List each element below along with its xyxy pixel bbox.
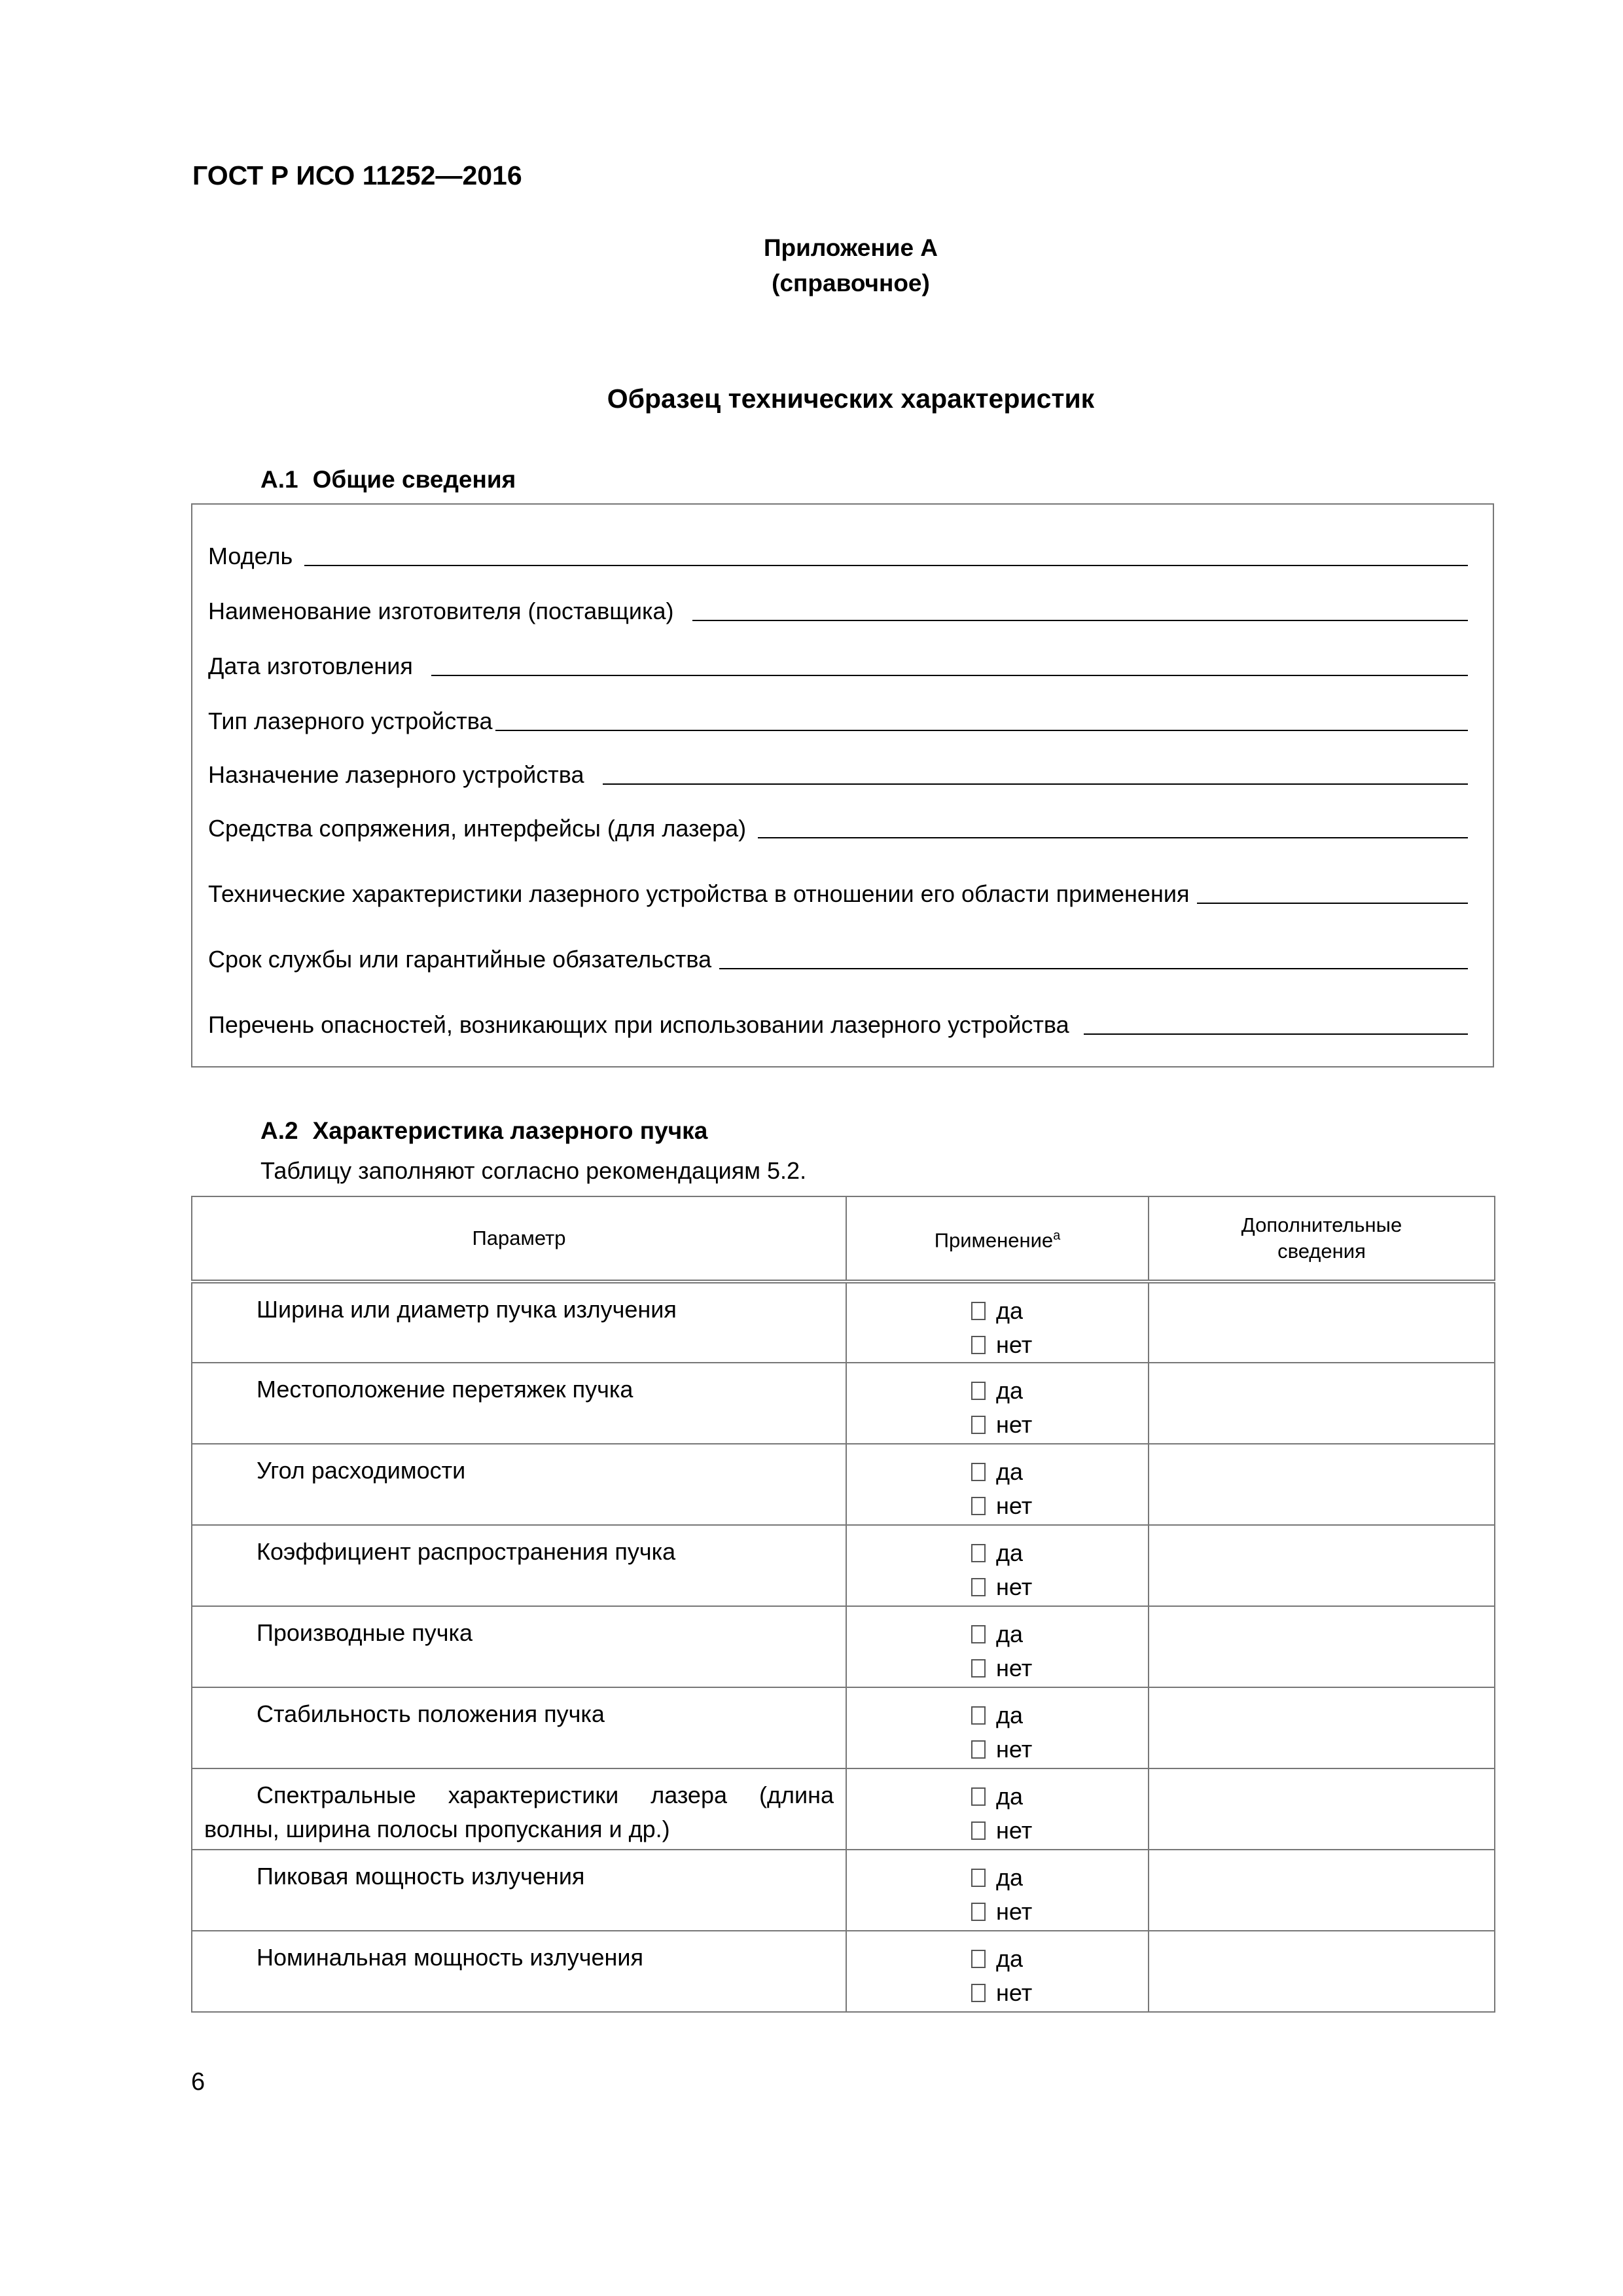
option-yes[interactable]: да	[847, 1374, 1148, 1408]
column-header-application: Применение$^a$	[846, 1196, 1149, 1282]
checkbox-icon[interactable]	[971, 1903, 986, 1921]
field-manufacture-date	[208, 653, 1468, 680]
application-cell	[846, 1768, 1149, 1850]
fill-in-line[interactable]	[758, 836, 1468, 838]
table-row	[192, 1768, 1495, 1850]
column-header-additional: Дополнительные сведения	[1149, 1196, 1495, 1282]
parameter-cell: Пиковая мощность излучения	[192, 1850, 846, 1931]
checkbox-icon[interactable]	[971, 1336, 986, 1354]
application-cell	[846, 1363, 1149, 1444]
field-label: Перечень опасностей, возникающих при использовании лазерного устройства	[208, 1011, 1069, 1038]
section-a1-title: Общие сведения	[312, 466, 516, 493]
checkbox-icon[interactable]	[971, 1821, 986, 1840]
fill-in-line[interactable]	[1197, 902, 1468, 904]
parameter-cell: Номинальная мощность излучения	[192, 1931, 846, 2012]
fill-in-line[interactable]	[304, 564, 1468, 566]
option-no[interactable]: нет	[847, 1489, 1148, 1523]
beam-characteristics-table	[191, 1196, 1495, 2013]
checkbox-icon[interactable]	[971, 1984, 986, 2002]
option-no[interactable]: нет	[847, 1408, 1148, 1442]
option-no[interactable]: нет	[847, 1570, 1148, 1604]
additional-info-cell[interactable]	[1149, 1850, 1495, 1931]
checkbox-icon[interactable]	[971, 1544, 986, 1562]
table-row	[192, 1850, 1495, 1931]
option-no[interactable]: нет	[847, 1895, 1148, 1929]
option-yes[interactable]: да	[847, 1780, 1148, 1814]
field-device-type	[208, 708, 1468, 735]
additional-info-cell[interactable]	[1149, 1768, 1495, 1850]
section-a1-number: А.1	[260, 466, 298, 493]
application-cell	[846, 1687, 1149, 1768]
field-label: Наименование изготовителя (поставщика)	[208, 598, 674, 624]
additional-info-cell[interactable]	[1149, 1444, 1495, 1525]
option-yes[interactable]: да	[847, 1536, 1148, 1570]
application-cell	[846, 1850, 1149, 1931]
parameter-cell: Ширина или диаметр пучка излучения	[192, 1282, 846, 1363]
parameter-cell: Коэффициент распространения пучка	[192, 1525, 846, 1606]
field-label: Модель	[208, 543, 293, 569]
standard-header: ГОСТ Р ИСО 11252—2016	[192, 160, 522, 190]
option-yes[interactable]: да	[847, 1294, 1148, 1328]
option-yes[interactable]: да	[847, 1455, 1148, 1489]
field-label: Тип лазерного устройства	[208, 708, 493, 734]
page-number: 6	[191, 2068, 205, 2096]
parameter-cell: Спектральные характеристики лазера (длина волны, ширина полосы пропускания и др.)	[192, 1768, 846, 1850]
appendix-subtitle: (справочное)	[772, 270, 930, 296]
parameter-cell: Производные пучка	[192, 1606, 846, 1687]
appendix-title: Приложение А	[763, 234, 938, 261]
application-cell	[846, 1444, 1149, 1525]
option-no[interactable]: нет	[847, 1976, 1148, 2010]
checkbox-icon[interactable]	[971, 1706, 986, 1725]
option-yes[interactable]: да	[847, 1861, 1148, 1895]
application-cell	[846, 1282, 1149, 1363]
checkbox-icon[interactable]	[971, 1787, 986, 1806]
table-row	[192, 1606, 1495, 1687]
application-cell	[846, 1606, 1149, 1687]
field-tech-characteristics	[208, 880, 1468, 908]
checkbox-icon[interactable]	[971, 1740, 986, 1759]
checkbox-icon[interactable]	[971, 1659, 986, 1677]
parameter-cell: Местоположение перетяжек пучка	[192, 1363, 846, 1444]
document-title: Образец технических характеристик	[607, 384, 1095, 414]
table-row	[192, 1363, 1495, 1444]
checkbox-icon[interactable]	[971, 1950, 986, 1968]
field-label: Назначение лазерного устройства	[208, 761, 584, 788]
appendix-heading	[0, 230, 1623, 301]
option-no[interactable]: нет	[847, 1814, 1148, 1848]
field-interfaces	[208, 815, 1468, 842]
application-cell	[846, 1525, 1149, 1606]
field-label: Срок службы или гарантийные обязательства	[208, 946, 712, 973]
field-label: Дата изготовления	[208, 653, 413, 679]
section-a2-note: Таблицу заполняют согласно рекомендациям 5.2.	[260, 1157, 807, 1184]
application-cell	[846, 1931, 1149, 2012]
section-a1-heading	[260, 466, 516, 493]
checkbox-icon[interactable]	[971, 1578, 986, 1596]
parameter-cell: Стабильность положения пучка	[192, 1687, 846, 1768]
field-label: Технические характеристики лазерного устройства в отношении его области применения	[208, 880, 1190, 907]
table-row	[192, 1687, 1495, 1768]
table-row	[192, 1931, 1495, 2012]
checkbox-icon[interactable]	[971, 1497, 986, 1515]
field-hazards	[208, 1011, 1468, 1039]
additional-info-cell[interactable]	[1149, 1525, 1495, 1606]
field-manufacturer	[208, 598, 1468, 625]
additional-info-cell[interactable]	[1149, 1687, 1495, 1768]
option-yes[interactable]: да	[847, 1698, 1148, 1732]
table-row	[192, 1282, 1495, 1363]
field-device-purpose	[208, 761, 1468, 789]
option-no[interactable]: нет	[847, 1651, 1148, 1685]
column-header-parameter: Параметр	[192, 1196, 846, 1282]
field-service-life	[208, 946, 1468, 973]
fill-in-line[interactable]	[719, 967, 1468, 969]
checkbox-icon[interactable]	[971, 1463, 986, 1481]
table-header-row	[192, 1196, 1495, 1282]
table-row	[192, 1444, 1495, 1525]
section-a2-title: Характеристика лазерного пучка	[312, 1117, 708, 1144]
checkbox-icon[interactable]	[971, 1416, 986, 1434]
option-yes[interactable]: да	[847, 1617, 1148, 1651]
field-label: Средства сопряжения, интерфейсы (для лазера)	[208, 815, 747, 842]
footnote-marker: a	[1053, 1229, 1061, 1244]
checkbox-icon[interactable]	[971, 1382, 986, 1400]
option-no[interactable]: нет	[847, 1732, 1148, 1767]
fill-in-line[interactable]	[603, 783, 1468, 785]
fill-in-line[interactable]	[692, 619, 1468, 621]
checkbox-icon[interactable]	[971, 1625, 986, 1643]
additional-info-cell[interactable]	[1149, 1363, 1495, 1444]
fill-in-line[interactable]	[1084, 1033, 1468, 1035]
fill-in-line[interactable]	[431, 674, 1468, 676]
checkbox-icon[interactable]	[971, 1302, 986, 1320]
section-a2-heading	[260, 1117, 707, 1145]
additional-info-cell[interactable]	[1149, 1282, 1495, 1363]
section-a2-number: А.2	[260, 1117, 298, 1144]
option-yes[interactable]: да	[847, 1942, 1148, 1976]
additional-info-cell[interactable]	[1149, 1606, 1495, 1687]
additional-info-cell[interactable]	[1149, 1931, 1495, 2012]
general-info-box	[191, 503, 1494, 1067]
parameter-cell: Угол расходимости	[192, 1444, 846, 1525]
fill-in-line[interactable]	[495, 729, 1468, 731]
checkbox-icon[interactable]	[971, 1869, 986, 1887]
table-row	[192, 1525, 1495, 1606]
field-model	[208, 543, 1468, 570]
option-no[interactable]: нет	[847, 1328, 1148, 1362]
